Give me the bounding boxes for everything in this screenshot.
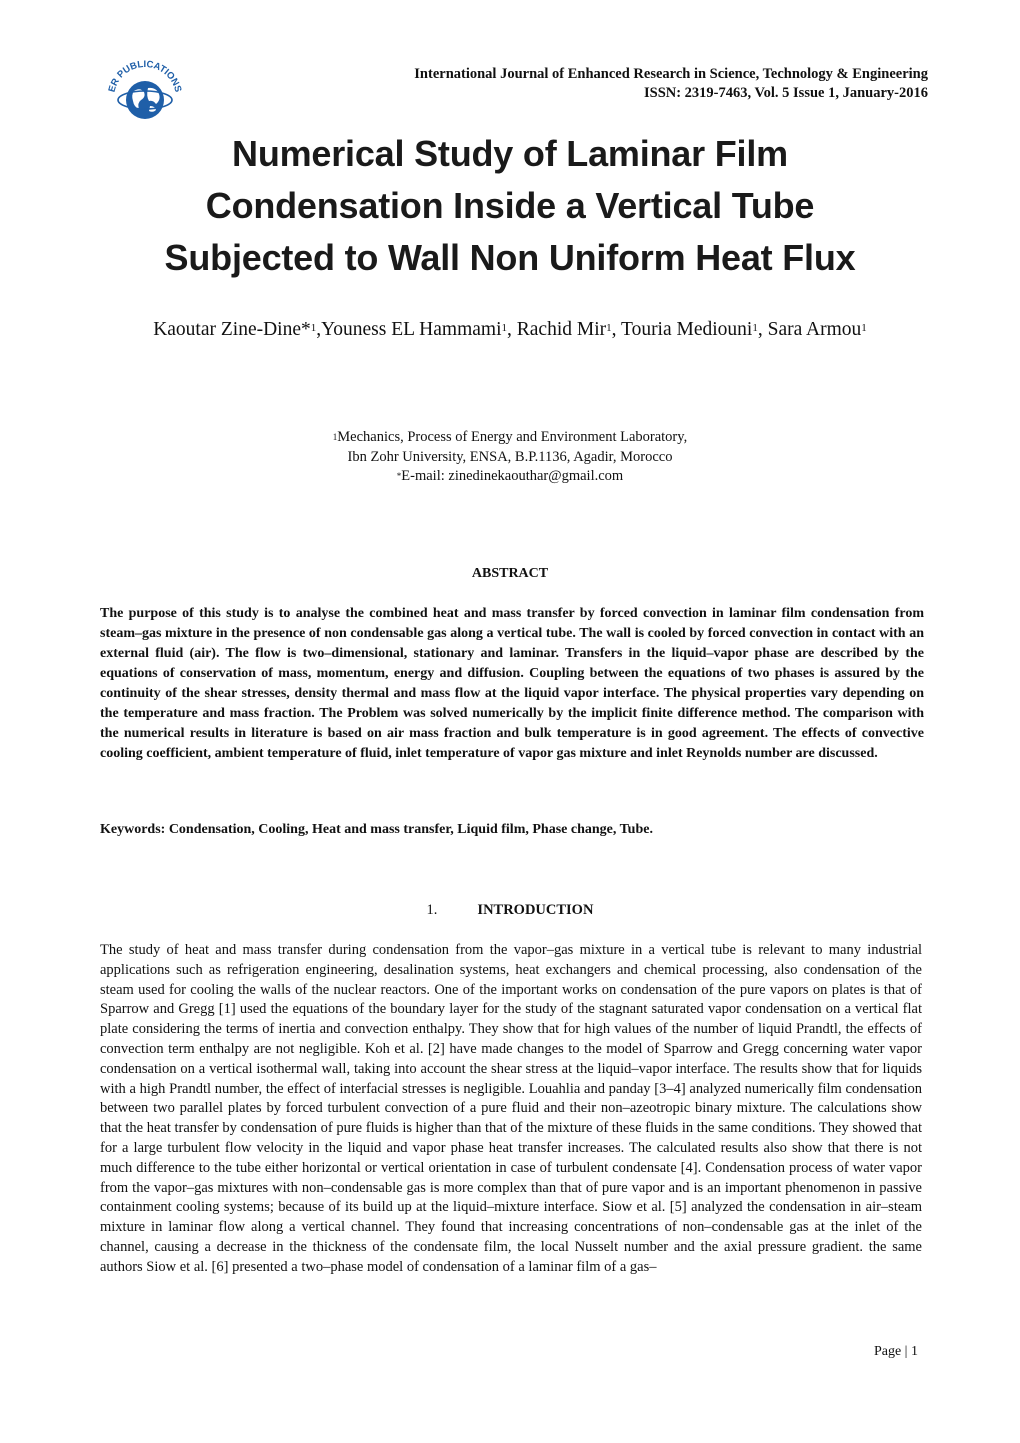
author-affil-sup: 1 <box>501 322 507 334</box>
abstract-heading: ABSTRACT <box>471 566 549 581</box>
title-line-3: Subjected to Wall Non Uniform Heat Flux <box>164 237 856 278</box>
keywords: Keywords: Condensation, Cooling, Heat and mass transfer, Liquid film, Phase change, Tube. <box>100 822 653 837</box>
author-list: Kaoutar Zine-Dine*$^1$,Youness EL Hammami$^1$, Rachid Mir$^1$, Touria Mediouni$^1$, Sara Armou$^1$ <box>153 319 867 340</box>
journal-header <box>414 65 928 103</box>
abstract-text: The purpose of this study is to analyse the combined heat and mass transfer by forced convection in laminar film condensation from steam–gas mixture in the presence of non condensable gas along a vertical tube. The wall is cooled by forced convection in contact with an external fluid (air). The flow is two–dimensional, stationary and laminar. Transfers in the liquid–vapor phase are described by the equations of conservation of mass, momentum, energy and diffusion. Coupling between the equations of two phases is assured by the continuity of the shear stresses, density thermal and mass flow at the liquid vapor interface. The physical properties vary depending on the temperature and mass fraction. The Problem was solved numerically by the implicit finite difference method. The comparison with the numerical results in literature is based on air mass fraction and bulk temperature is in good agreement. The effects of convective cooling coefficient, ambient temperature of fluid, inlet temperature of vapor gas mixture and inlet Reynolds number are discussed. <box>100 606 924 761</box>
title-line-1: Numerical Study of Laminar Film <box>232 133 788 174</box>
affiliation: $^1$Mechanics, Process of Energy and Environment Laboratory, Ibn Zohr University, ENSA, B.P.1136, Agadir, Morocco *E-mail: zinedinekaouthar@gmail.com <box>200 428 820 487</box>
author-name: Touria Mediouni <box>621 319 753 340</box>
section-heading-introduction <box>100 902 920 919</box>
author-affil-sup: 1 <box>310 322 317 334</box>
paper-title <box>90 128 930 284</box>
author-name: Rachid Mir <box>516 319 607 340</box>
er-publications-logo <box>100 58 190 124</box>
journal-name: International Journal of Enhanced Research in Science, Technology & Engineering <box>414 66 928 82</box>
introduction-text: The study of heat and mass transfer during condensation from the vapor–gas mixture in a vertical tube is relevant to many industrial applications such as refrigeration engineering, desalination systems, heat exchangers and chemical processing, also condensation of the steam used for cooling the walls of the nuclear reactors. One of the important works on condensation of the pure vapors on plates is that of Sparrow and Gregg [1] used the equations of the boundary layer for the study of the stagnant saturated vapor condensation on a vertical flat plate considering the terms of inertia and convection enthalpy. They show that for high values of the number of liquid Prandtl, the effects of convection term enthalpy are not negligible. Koh et al. [2] have made changes to the model of Sparrow and Gregg concerning water vapor condensation on a vertical isothermal wall, taking into account the shear stress at the liquid–vapor interface. The results show that for liquids with a high Prandtl number, the effect of interfacial stresses is negligible. Louahlia and panday [3–4] analyzed numerically film condensation between two parallel plates by forced turbulent convection of a pure fluid and their non–azeotropic binary mixture. The calculations show that the heat transfer by condensation of pure fluids is higher than that of the mixture of these fluids in the same conditions. They showed that for a large turbulent flow velocity in the liquid and vapor phase heat transfer increases. The calculated results also show that there is not much difference to the tube either horizontal or vertical orientation in case of turbulent condensate [4]. Condensation process of water vapor from the vapor–gas mixtures with non–condensable gas is more complex than that of pure vapor and is an important phenomenon in passive containment cooling systems; because of its build up at the liquid–mixture interface. Siow et al. [5] analyzed the condensation in air–steam mixture in laminar flow along a vertical channel. They found that increasing concentrations of non–condensable gas at the inlet of the channel, causing a decrease in the thickness of the condensate film, the local Nusselt number and the axial pressure gradient. the same authors Siow et al. [6] presented a two–phase model of condensation of a laminar film of a gas– <box>100 942 923 1275</box>
logo-text: ER PUBLICATIONS <box>106 58 184 94</box>
author-name: Kaoutar Zine-Dine* <box>153 319 311 340</box>
affiliation-university: Ibn Zohr University, ENSA, B.P.1136, Agadir, Morocco <box>347 448 673 465</box>
section-title: INTRODUCTION <box>477 902 594 918</box>
author-affil-sup: 1 <box>861 322 867 334</box>
journal-issue: ISSN: 2319-7463, Vol. 5 Issue 1, January-2016 <box>643 85 928 101</box>
contact-email: E-mail: zinedinekaouthar@gmail.com <box>401 468 624 484</box>
author-name: Youness EL Hammami <box>321 319 502 340</box>
author-affil-sup: 1 <box>752 322 758 334</box>
section-number: 1. <box>426 902 438 918</box>
page-number: Page | 1 <box>873 1344 918 1359</box>
author-name: Sara Armou <box>767 319 862 340</box>
title-line-2: Condensation Inside a Vertical Tube <box>205 185 815 226</box>
affiliation-lab: Mechanics, Process of Energy and Environment Laboratory, <box>337 429 688 445</box>
author-affil-sup: 1 <box>606 322 612 334</box>
